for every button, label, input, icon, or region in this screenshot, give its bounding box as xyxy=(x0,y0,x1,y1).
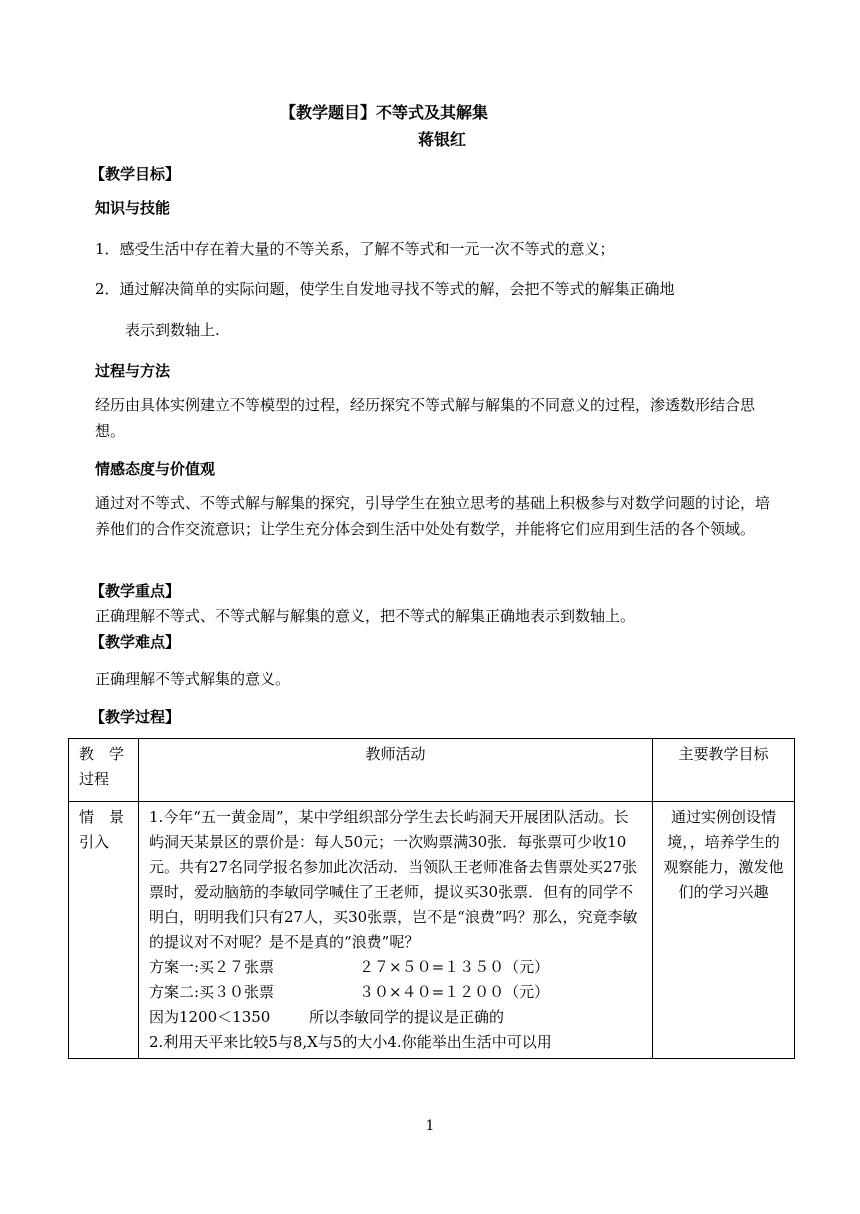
objective-item-1 xyxy=(95,238,615,259)
objectives-heading: 【教学目标】 xyxy=(90,165,181,183)
objective-item-2-continuation: 表示到数轴上. xyxy=(125,321,220,339)
plan-2-label: 方案二:买３０张票 xyxy=(149,983,275,1001)
activity-text: 1.今年“五一黄金周”，某中学组织部分学生去长屿洞天开展团队活动。长屿洞天某景区的票价是：每人50元；一次购票满30张．每张票可少收10元。共有27名同学报名参加此次活动．当领队王老师准备去售票处买27张票时，爱动脑筋的李敏同学喊住了王老师，提议买30张票．但有的同学不明白，明明我们只有27人，买30张票，岂不是“浪费”吗？那么，究竟李敏的提议对不对呢？是不是真的“浪费”呢？ xyxy=(149,808,638,951)
plan-2-row xyxy=(149,980,642,1005)
objective-item-text: 通过解决简单的实际问题，使学生自发地寻找不等式的解，会把不等式的解集正确地 xyxy=(119,280,675,298)
procedure-heading: 【教学过程】 xyxy=(90,708,181,726)
objective-item-number: 1． xyxy=(95,240,120,258)
process-method-heading: 过程与方法 xyxy=(95,362,171,380)
key-points-heading: 【教学重点】 xyxy=(90,582,181,600)
objective-item-number: 2． xyxy=(95,280,120,298)
page-number: 1 xyxy=(425,1118,435,1134)
plan-1-row xyxy=(149,955,642,980)
teaching-process-table xyxy=(68,738,795,1059)
lesson-title: 【教学题目】不等式及其解集 xyxy=(280,103,489,122)
table-row xyxy=(69,802,795,1059)
conclusion-text: 所以李敏同学的提议是正确的 xyxy=(309,1008,505,1026)
process-method-text: 经历由具体实例建立不等模型的过程，经历探究不等式解与解集的不同意义的过程，渗透数形结合思想。 xyxy=(95,396,756,440)
objective-item-text: 感受生活中存在着大量的不等关系，了解不等式和一元一次不等式的意义； xyxy=(119,240,615,258)
attitude-text: 通过对不等式、不等式解与解集的探究，引导学生在独立思考的基础上积极参与对数学问题的讨论，培养他们的合作交流意识；让学生充分体会到生活中处处有数学，并能将它们应用到生活的各个领域。 xyxy=(95,494,771,538)
goal-cell: 通过实例创设情境，，培养学生的观察能力，激发他们的学习兴趣 xyxy=(653,802,795,1059)
plan-2-calc: ３０×４０=１２００（元） xyxy=(359,983,550,1001)
because-text: 因为1200＜1350 xyxy=(149,1008,271,1026)
table-header-row xyxy=(69,739,795,802)
difficulties-text: 正确理解不等式解集的意义。 xyxy=(95,670,291,688)
objective-item-2 xyxy=(95,278,675,299)
author-name: 蒋银红 xyxy=(418,130,467,149)
header-activity: 教师活动 xyxy=(139,739,653,802)
difficulties-heading: 【教学难点】 xyxy=(90,633,181,651)
knowledge-heading: 知识与技能 xyxy=(95,199,171,217)
header-goal: 主要教学目标 xyxy=(653,739,795,802)
item-2-text: 2.利用天平来比较5与8,X与5的大小4.你能举出生活中可以用 xyxy=(149,1033,552,1051)
key-points-text: 正确理解不等式、不等式解与解集的意义，把不等式的解集正确地表示到数轴上。 xyxy=(95,607,636,625)
header-stage: 教 学过程 xyxy=(69,739,139,802)
plan-1-label: 方案一:买２７张票 xyxy=(149,958,275,976)
attitude-heading: 情感态度与价值观 xyxy=(95,460,216,478)
plan-1-calc: ２７×５０=１３５０（元） xyxy=(359,958,550,976)
activity-cell xyxy=(139,802,653,1059)
comparison-row xyxy=(149,1005,642,1030)
stage-cell: 情 景引入 xyxy=(69,802,139,1059)
